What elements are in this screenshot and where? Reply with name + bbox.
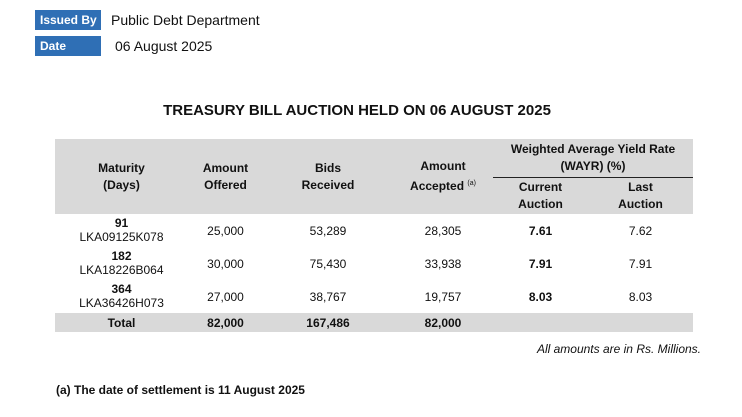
total-accepted: 82,000 bbox=[393, 313, 493, 332]
current-wayr-cell: 7.61 bbox=[528, 223, 553, 238]
maturity-cell: 182 LKA18226B064 bbox=[79, 249, 164, 277]
header-wayr: Weighted Average Yield Rate (WAYR) (%) bbox=[493, 139, 693, 178]
table-row bbox=[55, 214, 693, 247]
total-label: Total bbox=[55, 313, 188, 332]
accepted-cell: 28,305 bbox=[424, 223, 462, 238]
offered-cell: 25,000 bbox=[207, 223, 244, 238]
issued-by-label: Issued By bbox=[35, 10, 101, 30]
last-wayr-cell: 8.03 bbox=[628, 289, 653, 304]
offered-cell: 27,000 bbox=[207, 289, 244, 304]
total-offered: 82,000 bbox=[188, 313, 263, 332]
header-accepted: Amount Accepted $^{(a)}$ bbox=[410, 159, 476, 193]
bids-cell: 38,767 bbox=[309, 289, 347, 304]
total-empty bbox=[588, 313, 693, 332]
issued-by-value: Public Debt Department bbox=[111, 12, 260, 28]
total-empty bbox=[493, 313, 588, 332]
header-offered: Amount Offered bbox=[202, 160, 249, 192]
page-title: TREASURY BILL AUCTION HELD ON 06 AUGUST 2025 bbox=[163, 102, 551, 119]
maturity-cell: 364 LKA36426H073 bbox=[79, 282, 164, 310]
header-bids: Bids Received bbox=[301, 160, 355, 192]
date-label: Date bbox=[35, 36, 101, 56]
settlement-footnote: (a) The date of settlement is 11 August 2025 bbox=[56, 383, 305, 397]
header-last-auction: Last Auction bbox=[618, 180, 663, 211]
table-row bbox=[55, 247, 693, 280]
date-row bbox=[35, 35, 212, 57]
header-row bbox=[55, 139, 693, 178]
current-wayr-cell: 8.03 bbox=[528, 289, 553, 304]
amounts-note: All amounts are in Rs. Millions. bbox=[536, 342, 701, 356]
header-maturity: Maturity (Days) bbox=[98, 160, 145, 192]
auction-table bbox=[55, 139, 693, 332]
accepted-cell: 33,938 bbox=[424, 256, 462, 271]
last-wayr-cell: 7.91 bbox=[628, 256, 653, 271]
last-wayr-cell: 7.62 bbox=[628, 223, 653, 238]
total-bids: 167,486 bbox=[263, 313, 393, 332]
accepted-cell: 19,757 bbox=[424, 289, 462, 304]
accepted-footnote-marker: (a) bbox=[467, 180, 476, 187]
total-row bbox=[55, 313, 693, 332]
table-row bbox=[55, 280, 693, 313]
bids-cell: 53,289 bbox=[309, 223, 347, 238]
current-wayr-cell: 7.91 bbox=[528, 256, 553, 271]
date-value: 06 August 2025 bbox=[115, 38, 213, 54]
header-current-auction: Current Auction bbox=[518, 180, 563, 211]
maturity-cell: 91 LKA09125K078 bbox=[79, 216, 164, 244]
issued-by-row bbox=[35, 9, 260, 31]
bids-cell: 75,430 bbox=[309, 256, 347, 271]
offered-cell: 30,000 bbox=[207, 256, 244, 271]
